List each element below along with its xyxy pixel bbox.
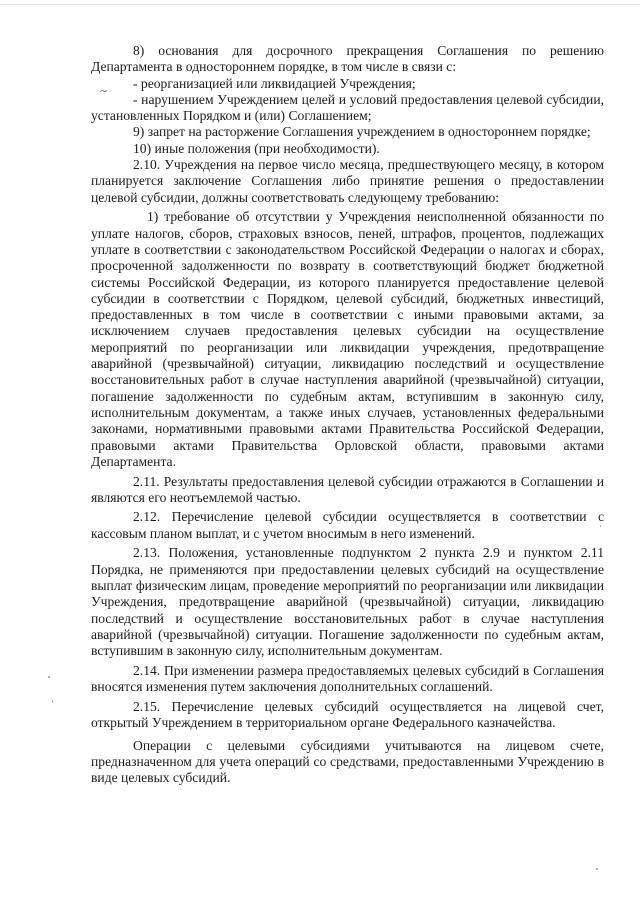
paragraph: 2.15. Перечисление целевых субсидий осуществляется на лицевой счет, открытый Учреждением в территориальном органе Федерального казначейства. <box>91 698 604 731</box>
top-scan-edge <box>0 4 640 5</box>
paragraph: - реорганизацией или ликвидацией Учреждения; <box>133 75 416 91</box>
scan-speck <box>52 700 53 703</box>
paragraph: 2.11. Результаты предоставления целевой субсидии отражаются в Соглашении и являются его неотъемлемой частью. <box>91 473 604 505</box>
paragraph: 2.13. Положения, установленные подпунктом 2 пункта 2.9 и пунктом 2.11 Порядка, не применяются при предоставлении целевых субсидий на осуществление выплат физическим лицам, проведение мероприятий по реорганизации или ликвидации Учреждения, предотвращение аварийной (чрезвычайной) ситуации, ликвидацию последствий и осуществление восстановительных работ в случае наступления аварийной (чрезвычайной) ситуации. Погашение задолженности по судебным актам, вступившим в законную силу, исполнительным документам. <box>91 545 604 659</box>
paragraph: 2.10. Учреждения на первое число месяца, предшествующего месяцу, в котором планируется заключение Соглашения либо принятие решения о предоставлении целевой субсидии, должны соответствовать следующему требованию: <box>91 157 604 205</box>
paragraph: Операции с целевыми субсидиями учитываются на лицевом счете, предназначенном для учета операций со средствами, предоставленными Учреждению в виде целевых субсидий. <box>91 737 604 786</box>
document-body <box>91 43 604 786</box>
scan-speck <box>596 868 598 870</box>
paragraph: 2.12. Перечисление целевой субсидии осуществляется в соответствии с кассовым планом выплат, и с учетом вносимым в него изменений. <box>91 509 604 541</box>
paragraph: 8) основания для досрочного прекращения Соглашения по решению Департамента в одностороннем порядке, в том числе в связи с: <box>91 43 604 75</box>
handwritten-mark: ~ <box>100 83 108 98</box>
paragraph: 1) требование об отсутствии у Учреждения неисполненной обязанности по уплате налогов, сборов, страховых взносов, пеней, штрафов, процентов, подлежащих уплате в соответствии с законодательством Российской Федерации о налогах и сборах, просроченной задолженности по возврату в соответствующий бюджет бюджетной системы Российской Федерации, из которого планируется предоставление целевой субсидии в соответствии с Порядком, целевой субсидий, бюджетных инвестиций, предоставленных в том числе в соответствии с иными правовыми актами, за исключением случаев предоставления целевых субсидии на осуществление мероприятий по реорганизации или ликвидации учреждения, предотвращение аварийной (чрезвычайной) ситуации, ликвидацию последствий и осуществление восстановительных работ в случае наступления аварийной (чрезвычайной) ситуации, погашение задолженности по судебным актам, вступившим в законную силу, исполнительным документам, а также иных случаев, установленных федеральными законами, нормативными правовыми актами Правительства Российской Федерации, правовыми актами Правительства Орловской области, правовыми актами Департамента. <box>91 209 604 469</box>
paragraph: 10) иные положения (при необходимости). <box>133 140 380 156</box>
paragraph: - нарушением Учреждением целей и условий предоставления целевой субсидии, установленных Порядком и (или) Соглашением; <box>91 91 604 124</box>
paragraph: 2.14. При изменении размера предоставляемых целевых субсидий в Соглашения вносятся изменения путем заключения дополнительных соглашений. <box>91 662 604 695</box>
paragraph: 9) запрет на расторжение Соглашения учреждением в одностороннем порядке; <box>133 124 591 140</box>
scan-speck <box>48 676 50 678</box>
